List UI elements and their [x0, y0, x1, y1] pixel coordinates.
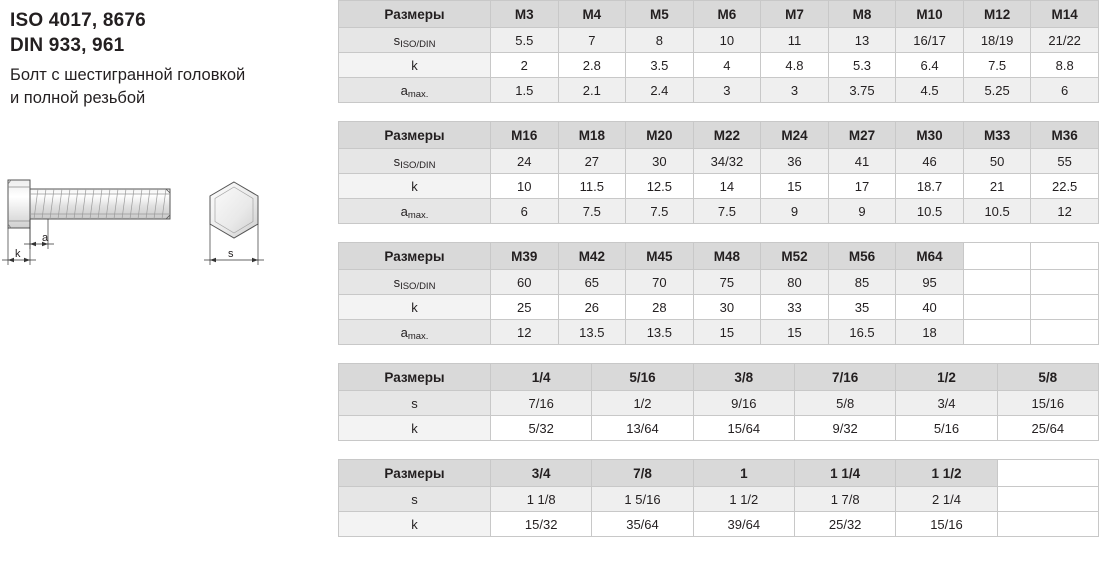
table-cell: 85 — [828, 270, 896, 295]
table-cell: 24 — [491, 149, 559, 174]
table-cell: 16.5 — [828, 320, 896, 345]
table-cell: 41 — [828, 149, 896, 174]
table-cell: 26 — [558, 295, 626, 320]
table-header-row — [339, 1, 1099, 28]
table-cell: 9/16 — [693, 391, 794, 416]
table-cell: 7/16 — [491, 391, 592, 416]
table-cell: 95 — [896, 270, 964, 295]
table-cell: 6 — [1031, 78, 1099, 103]
table-cell: 75 — [693, 270, 761, 295]
table-cell: 25/64 — [997, 416, 1098, 441]
table-cell: 18 — [896, 320, 964, 345]
table-cell: 21/22 — [1031, 28, 1099, 53]
table-cell — [1031, 320, 1099, 345]
row-label-k: k — [339, 295, 491, 320]
table-row — [339, 28, 1099, 53]
table-cell: 3.75 — [828, 78, 896, 103]
table-cell — [1031, 270, 1099, 295]
table-cell: 65 — [558, 270, 626, 295]
row-label-s-iso-din: sISO/DIN — [339, 28, 491, 53]
table-row — [339, 53, 1099, 78]
row-label-k: k — [339, 416, 491, 441]
header-size-cell: M14 — [1031, 1, 1099, 28]
table-header-row — [339, 460, 1099, 487]
table-cell: 8.8 — [1031, 53, 1099, 78]
table-cell — [1031, 295, 1099, 320]
table-row — [339, 199, 1099, 224]
table-cell — [997, 487, 1098, 512]
table-cell: 1.5 — [491, 78, 559, 103]
table-cell: 33 — [761, 295, 829, 320]
table-cell: 2.8 — [558, 53, 626, 78]
table-cell: 7.5 — [693, 199, 761, 224]
table-row — [339, 295, 1099, 320]
header-dimensions-label: Размеры — [339, 243, 491, 270]
table-row — [339, 149, 1099, 174]
table-row — [339, 78, 1099, 103]
table-cell: 15 — [761, 174, 829, 199]
dimension-table-metric-m39-m64 — [338, 242, 1099, 345]
table-cell: 5/32 — [491, 416, 592, 441]
row-label-s: s — [339, 487, 491, 512]
header-size-cell: M6 — [693, 1, 761, 28]
dimension-label-s: s — [228, 248, 234, 260]
header-size-cell: M22 — [693, 122, 761, 149]
table-cell: 13 — [828, 28, 896, 53]
header-size-cell: 1 1/4 — [794, 460, 895, 487]
table-cell: 9/32 — [794, 416, 895, 441]
header-size-cell: 3/4 — [491, 460, 592, 487]
table-cell: 11.5 — [558, 174, 626, 199]
table-row — [339, 320, 1099, 345]
header-size-cell: M3 — [491, 1, 559, 28]
table-cell: 18/19 — [963, 28, 1031, 53]
table-cell: 28 — [626, 295, 694, 320]
table-cell: 1 1/2 — [693, 487, 794, 512]
bolt-drawing-svg — [0, 165, 320, 280]
table-cell: 35/64 — [592, 512, 693, 537]
row-label-a-max: amax. — [339, 199, 491, 224]
table-header-row — [339, 122, 1099, 149]
table-cell: 7.5 — [558, 199, 626, 224]
table-cell: 14 — [693, 174, 761, 199]
bolt-hex-view — [210, 182, 258, 238]
table-cell: 4.5 — [896, 78, 964, 103]
header-size-cell: M56 — [828, 243, 896, 270]
header-size-cell: M16 — [491, 122, 559, 149]
table-cell: 9 — [761, 199, 829, 224]
table-cell: 12.5 — [626, 174, 694, 199]
table-cell: 13.5 — [558, 320, 626, 345]
table-cell: 39/64 — [693, 512, 794, 537]
table-cell: 4 — [693, 53, 761, 78]
header-size-cell: M12 — [963, 1, 1031, 28]
header-size-cell: M30 — [896, 122, 964, 149]
table-cell: 30 — [693, 295, 761, 320]
table-cell: 27 — [558, 149, 626, 174]
table-cell: 35 — [828, 295, 896, 320]
table-cell: 21 — [963, 174, 1031, 199]
table-cell — [963, 270, 1031, 295]
table-cell: 5/8 — [794, 391, 895, 416]
table-cell: 3 — [693, 78, 761, 103]
table-cell: 46 — [896, 149, 964, 174]
header-size-cell: M39 — [491, 243, 559, 270]
header-size-cell: M33 — [963, 122, 1031, 149]
header-size-cell: M20 — [626, 122, 694, 149]
table-header-row — [339, 243, 1099, 270]
table-cell: 16/17 — [896, 28, 964, 53]
header-size-cell: 1/2 — [896, 364, 997, 391]
table-row — [339, 174, 1099, 199]
table-cell: 22.5 — [1031, 174, 1099, 199]
table-cell — [963, 320, 1031, 345]
row-label-s-iso-din: sISO/DIN — [339, 149, 491, 174]
table-cell: 6.4 — [896, 53, 964, 78]
table-cell: 10.5 — [963, 199, 1031, 224]
header-size-cell: M42 — [558, 243, 626, 270]
table-row — [339, 416, 1099, 441]
table-cell: 7 — [558, 28, 626, 53]
table-cell: 10 — [693, 28, 761, 53]
header-size-cell: 7/8 — [592, 460, 693, 487]
header-size-cell: M27 — [828, 122, 896, 149]
table-row — [339, 512, 1099, 537]
header-size-cell: M5 — [626, 1, 694, 28]
table-cell: 7.5 — [963, 53, 1031, 78]
table-cell: 40 — [896, 295, 964, 320]
table-cell: 3.5 — [626, 53, 694, 78]
header-size-cell: M64 — [896, 243, 964, 270]
table-cell: 15/16 — [997, 391, 1098, 416]
table-cell: 10 — [491, 174, 559, 199]
table-cell: 5.5 — [491, 28, 559, 53]
header-size-cell: M36 — [1031, 122, 1099, 149]
header-size-cell: M52 — [761, 243, 829, 270]
description-line-2: и полной резьбой — [10, 89, 146, 107]
bolt-side-view — [8, 180, 170, 228]
dimension-table-metric-m3-m14 — [338, 0, 1099, 103]
header-size-cell: M7 — [761, 1, 829, 28]
table-cell — [963, 295, 1031, 320]
header-size-cell: 3/8 — [693, 364, 794, 391]
table-cell: 5.3 — [828, 53, 896, 78]
table-cell: 1 7/8 — [794, 487, 895, 512]
table-cell: 50 — [963, 149, 1031, 174]
table-cell: 1 5/16 — [592, 487, 693, 512]
table-cell: 8 — [626, 28, 694, 53]
table-cell: 25/32 — [794, 512, 895, 537]
description-line-1: Болт с шестигранной головкой — [10, 66, 246, 84]
table-cell: 11 — [761, 28, 829, 53]
table-cell: 15/32 — [491, 512, 592, 537]
table-row — [339, 391, 1099, 416]
table-cell: 4.8 — [761, 53, 829, 78]
table-cell: 2 1/4 — [896, 487, 997, 512]
table-cell: 70 — [626, 270, 694, 295]
header-size-cell — [1031, 243, 1099, 270]
header-size-cell: 5/8 — [997, 364, 1098, 391]
header-size-cell: 1 — [693, 460, 794, 487]
header-size-cell: 1 1/2 — [896, 460, 997, 487]
dimension-label-a: a — [42, 232, 49, 244]
table-cell: 9 — [828, 199, 896, 224]
dimension-table-inch-quarter-fiveeighth — [338, 363, 1099, 441]
table-cell: 80 — [761, 270, 829, 295]
header-size-cell — [963, 243, 1031, 270]
table-cell: 13.5 — [626, 320, 694, 345]
table-cell: 55 — [1031, 149, 1099, 174]
table-row — [339, 487, 1099, 512]
table-cell: 60 — [491, 270, 559, 295]
row-label-a-max: amax. — [339, 78, 491, 103]
header-dimensions-label: Размеры — [339, 1, 491, 28]
row-label-k: k — [339, 174, 491, 199]
table-cell: 3/4 — [896, 391, 997, 416]
table-cell: 25 — [491, 295, 559, 320]
product-info — [10, 8, 330, 110]
row-label-k: k — [339, 53, 491, 78]
row-label-a-max: amax. — [339, 320, 491, 345]
header-size-cell — [997, 460, 1098, 487]
header-size-cell: M4 — [558, 1, 626, 28]
header-size-cell: 1/4 — [491, 364, 592, 391]
table-cell — [997, 512, 1098, 537]
table-header-row — [339, 364, 1099, 391]
table-cell: 7.5 — [626, 199, 694, 224]
table-cell: 15 — [693, 320, 761, 345]
row-label-s-iso-din: sISO/DIN — [339, 270, 491, 295]
table-cell: 2.4 — [626, 78, 694, 103]
table-cell: 15/16 — [896, 512, 997, 537]
product-description — [10, 64, 330, 110]
table-cell: 34/32 — [693, 149, 761, 174]
table-cell: 12 — [1031, 199, 1099, 224]
row-label-s: s — [339, 391, 491, 416]
header-dimensions-label: Размеры — [339, 460, 491, 487]
table-cell: 1/2 — [592, 391, 693, 416]
table-cell: 17 — [828, 174, 896, 199]
table-cell: 12 — [491, 320, 559, 345]
header-size-cell: M18 — [558, 122, 626, 149]
table-cell: 5/16 — [896, 416, 997, 441]
standard-line-2: DIN 933, 961 — [10, 35, 125, 56]
header-size-cell: 5/16 — [592, 364, 693, 391]
dimension-label-k: k — [15, 248, 21, 260]
dimension-table-metric-m16-m36 — [338, 121, 1099, 224]
header-size-cell: M24 — [761, 122, 829, 149]
table-cell: 2 — [491, 53, 559, 78]
header-size-cell: M10 — [896, 1, 964, 28]
header-size-cell: 7/16 — [794, 364, 895, 391]
table-cell: 36 — [761, 149, 829, 174]
header-dimensions-label: Размеры — [339, 122, 491, 149]
header-dimensions-label: Размеры — [339, 364, 491, 391]
standard-line-1: ISO 4017, 8676 — [10, 10, 146, 31]
bolt-technical-drawing — [0, 165, 320, 280]
table-cell: 3 — [761, 78, 829, 103]
header-size-cell: M8 — [828, 1, 896, 28]
table-cell: 2.1 — [558, 78, 626, 103]
table-cell: 15 — [761, 320, 829, 345]
dimension-table-inch-threequarter-oneandhalf — [338, 459, 1099, 537]
row-label-k: k — [339, 512, 491, 537]
table-cell: 30 — [626, 149, 694, 174]
table-cell: 5.25 — [963, 78, 1031, 103]
table-cell: 18.7 — [896, 174, 964, 199]
header-size-cell: M45 — [626, 243, 694, 270]
table-cell: 13/64 — [592, 416, 693, 441]
dimension-tables — [338, 0, 1098, 555]
table-cell: 1 1/8 — [491, 487, 592, 512]
table-row — [339, 270, 1099, 295]
table-cell: 15/64 — [693, 416, 794, 441]
header-size-cell: M48 — [693, 243, 761, 270]
table-cell: 10.5 — [896, 199, 964, 224]
table-cell: 6 — [491, 199, 559, 224]
